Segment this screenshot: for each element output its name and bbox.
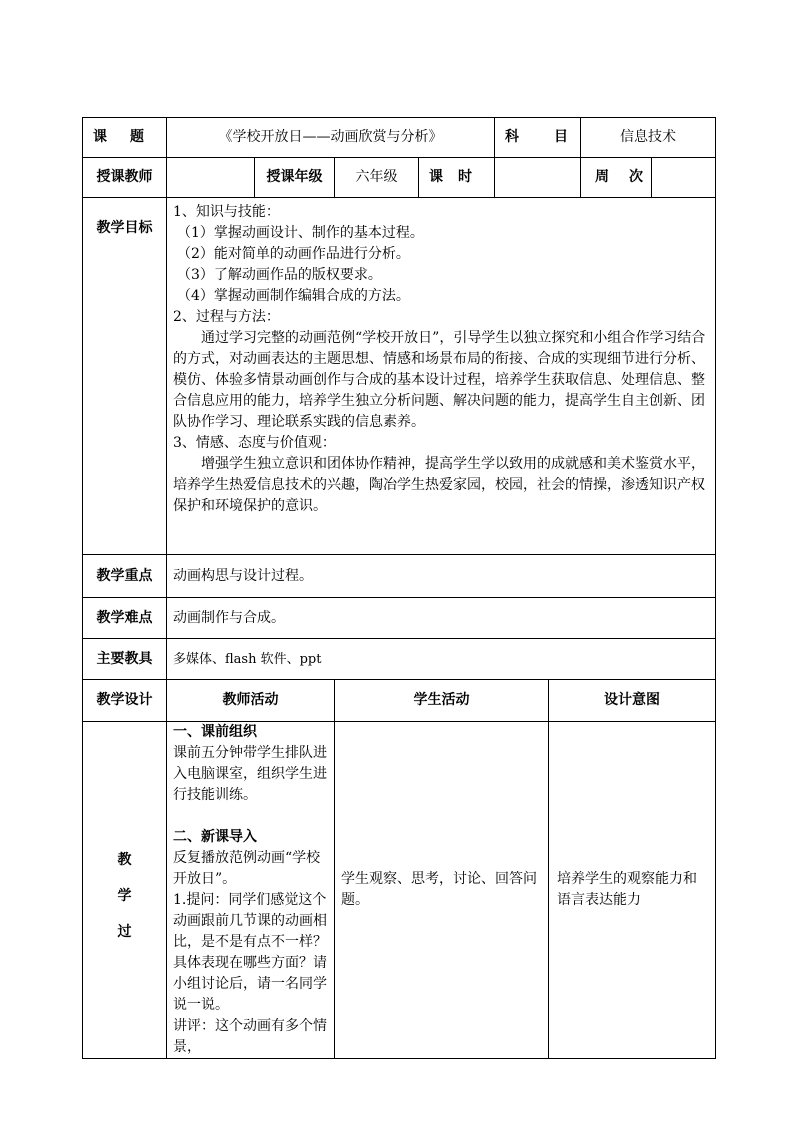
difficulties-row <box>83 598 716 639</box>
subject-label: 科 目 <box>495 118 581 158</box>
process-vertical-label <box>83 722 167 1059</box>
objective-line: 1、知识与技能： <box>173 204 280 220</box>
tools-label: 主要教具 <box>83 639 167 680</box>
subject-value: 信息技术 <box>581 118 716 158</box>
topic-row <box>83 118 716 158</box>
process-char: 过 <box>117 924 132 940</box>
period-label: 课 时 <box>419 158 495 198</box>
grade-label: 授课年级 <box>255 158 335 198</box>
design-intent-cell: 培养学生的观察能力和语言表达能力 <box>549 722 716 1059</box>
objectives-row <box>83 198 716 555</box>
teacher-value <box>167 158 255 198</box>
topic-label: 课 题 <box>83 118 167 158</box>
teacher-activity-cell <box>167 722 335 1059</box>
student-activity-cell: 学生观察、思考，讨论、回答问题。 <box>335 722 549 1059</box>
objective-line: （3）了解动画作品的版权要求。 <box>177 267 382 283</box>
tools-row <box>83 639 716 680</box>
key-points-row <box>83 555 716 598</box>
week-label: 周 次 <box>581 158 652 198</box>
process-char: 学 <box>117 888 132 904</box>
objective-line: （4）掌握动画制作编辑合成的方法。 <box>177 288 410 304</box>
col-design-intent: 设计意图 <box>549 680 716 722</box>
key-points-label: 教学重点 <box>83 555 167 598</box>
difficulties-label: 教学难点 <box>83 598 167 639</box>
attitude-heading: 3、情感、态度与价值观： <box>173 435 336 451</box>
objective-line: （1）掌握动画设计、制作的基本过程。 <box>177 225 424 241</box>
teacher-label: 授课教师 <box>83 158 167 198</box>
objectives-content <box>167 198 716 555</box>
week-value <box>652 158 716 198</box>
process-char: 教 <box>117 852 132 868</box>
process-row <box>83 722 716 1059</box>
objectives-label: 教学目标 <box>83 198 167 555</box>
col-student-activity: 学生活动 <box>335 680 549 722</box>
period-value <box>495 158 581 198</box>
difficulties-value: 动画制作与合成。 <box>167 598 716 639</box>
teacher-paragraph: 1.提问：同学们感觉这个动画跟前几节课的动画相比，是不是有点不一样？具体表现在哪些方面？请小组讨论后，请一名同学说一说。 <box>173 892 327 1013</box>
tools-value: 多媒体、flash 软件、ppt <box>167 639 716 680</box>
objective-line: 2、过程与方法： <box>173 309 280 325</box>
info-row <box>83 158 716 198</box>
process-paragraph: 通过学习完整的动画范例“学校开放日”，引导学生以独立探究和小组合作学习结合的方式，对动画表达的主题思想、情感和场景布局的衔接、合成的实现细节进行分析、模仿、体验多情景动画创作与合成的基本设计过程，培养学生获取信息、处理信息、整合信息应用的能力，培养学生独立分析问题、解决问题的能力，提高学生自主创新、团队协作学习、理论联系实践的信息素养。 <box>173 330 706 430</box>
section-heading: 二、新课导入 <box>173 829 257 845</box>
key-points-value: 动画构思与设计过程。 <box>167 555 716 598</box>
teacher-paragraph: 反复播放范例动画“学校开放日”。 <box>173 850 321 887</box>
teacher-paragraph: 讲评：这个动画有多个情景， <box>173 1018 327 1055</box>
section-heading: 一、课前组织 <box>173 724 257 740</box>
objective-line: （2）能对简单的动画作品进行分析。 <box>177 246 410 262</box>
teacher-paragraph: 课前五分钟带学生排队进入电脑课室，组织学生进行技能训练。 <box>173 745 327 803</box>
attitude-paragraph: 增强学生独立意识和团体协作精神，提高学生学以致用的成就感和美术鉴赏水平，培养学生热爱信息技术的兴趣，陶冶学生热爱家园，校园，社会的情操，渗透知识产权保护和环境保护的意识。 <box>173 456 705 514</box>
topic-value: 《学校开放日——动画欣赏与分析》 <box>167 118 495 158</box>
lesson-plan-table <box>82 117 716 1059</box>
grade-value: 六年级 <box>335 158 419 198</box>
design-header-row <box>83 680 716 722</box>
design-label: 教学设计 <box>83 680 167 722</box>
col-teacher-activity: 教师活动 <box>167 680 335 722</box>
